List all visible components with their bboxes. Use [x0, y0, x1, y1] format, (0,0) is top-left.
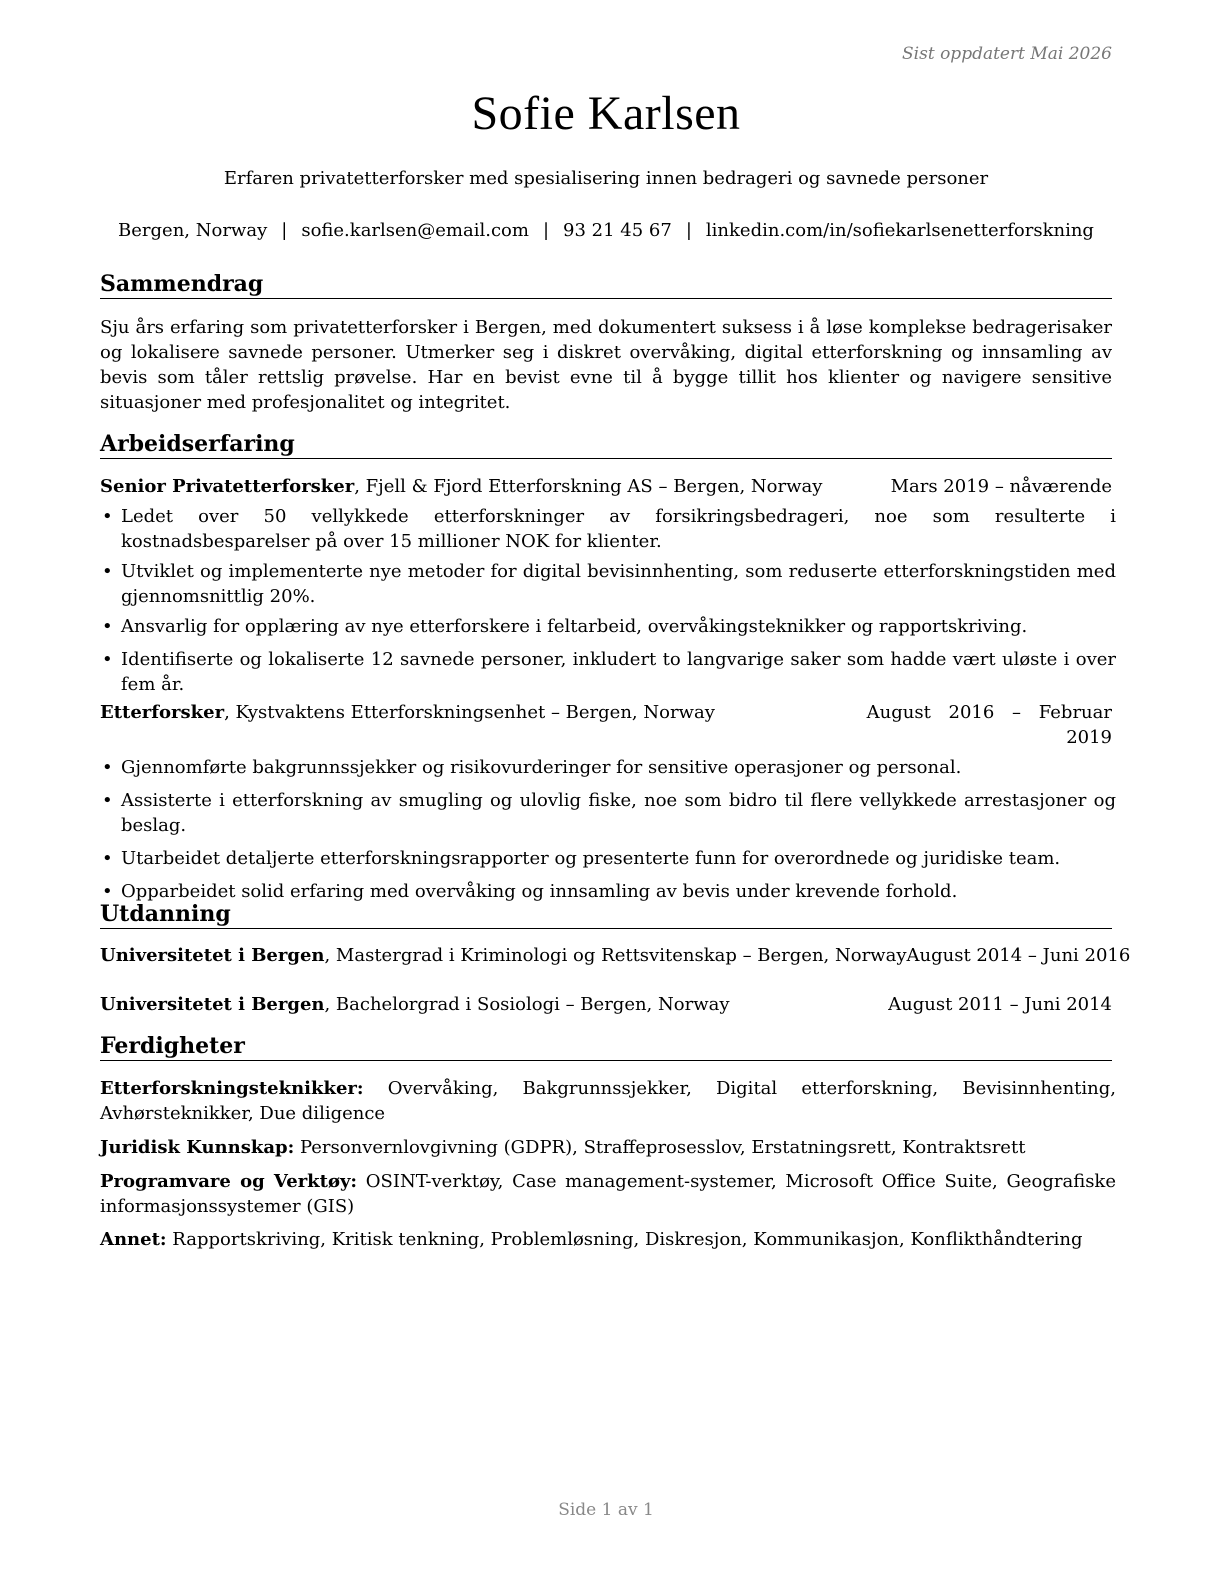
skill-group — [100, 1227, 1116, 1252]
job-role: Senior Privatetterforsker — [100, 476, 355, 497]
job-bullets — [100, 504, 1116, 697]
job-bullets — [100, 755, 1116, 904]
education-item — [100, 943, 1131, 968]
list-item: • Utviklet og implementerte nye metoder for digital bevisinnhenting, som reduserte etterforskningstiden med gjennomsnittlig 20%. — [100, 559, 1116, 609]
tagline: Erfaren privatetterforsker med spesialisering innen bedrageri og savnede personer — [223, 168, 989, 189]
list-item: • Utarbeidet detaljerte etterforskningsrapporter og presenterte funn for overordnede og juridiske team. — [100, 846, 1116, 871]
contact-location: Bergen, Norway — [118, 220, 268, 241]
summary-text: Sju års erfaring som privatetterforsker i Bergen, med dokumentert suksess i å løse komplekse bedragerisaker og lokalisere savnede personer. Utmerker seg i diskret overvåking, digital etterforskning og innsamling av bevis som tåler rettslig prøvelse. Har en bevist evne til å bygge tillit hos klienter og navigere sensitive situasjoner med profesjonalitet og integritet. — [100, 317, 1112, 413]
skill-group — [100, 1076, 1116, 1126]
skill-text: Rapportskriving, Kritisk tenkning, Problemløsning, Diskresjon, Kommunikasjon, Konflikthåndtering — [172, 1229, 1083, 1250]
job-details: , Fjell & Fjord Etterforskning AS – Bergen, Norway — [354, 476, 823, 497]
list-item: • Identifiserte og lokaliserte 12 savnede personer, inkludert to langvarige saker som hadde vært uløste i over fem år. — [100, 647, 1116, 697]
section-title-skills: Ferdigheter — [100, 1033, 1112, 1061]
degree-details: , Mastergrad i Kriminologi og Rettsvitenskap – Bergen, Norway — [324, 945, 907, 966]
job-details: , Kystvaktens Etterforskningsenhet – Bergen, Norway — [224, 702, 715, 723]
contact-separator: | — [685, 220, 692, 241]
contact-separator: | — [542, 220, 550, 241]
skill-label: Annet: — [100, 1229, 167, 1250]
education-dates: August 2011 – Juni 2014 — [888, 994, 1112, 1015]
skill-text: OSINT-verktøy, Case management-systemer, Microsoft Office Suite, Geografiske informasjonssystemer (GIS) — [100, 1171, 1116, 1217]
skill-text: Personvernlovgivning (GDPR), Straffeprosesslov, Erstatningsrett, Kontraktsrett — [299, 1137, 1026, 1158]
school-name: Universitetet i Bergen — [100, 994, 325, 1015]
skill-label: Programvare og Verktøy: — [100, 1171, 358, 1192]
list-item: • Gjennomførte bakgrunnssjekker og risikovurderinger for sensitive operasjoner og personal. — [100, 755, 1116, 780]
contact-linkedin[interactable]: linkedin.com/in/sofiekarlsenetterforskning — [705, 220, 1094, 241]
contact-phone: 93 21 45 67 — [563, 220, 672, 241]
education-dates: August 2014 – Juni 2016 — [906, 945, 1131, 966]
last-updated: Sist oppdatert Mai 2026 — [902, 44, 1112, 64]
degree-details: , Bachelorgrad i Sosiologi – Bergen, Norway — [324, 994, 730, 1015]
contact-separator: | — [281, 220, 288, 241]
page-number: Side 1 av 1 — [558, 1500, 654, 1520]
candidate-name: Sofie Karlsen — [471, 87, 741, 140]
skill-text: Overvåking, Bakgrunnssjekker, Digital etterforskning, Bevisinnhenting, Avhørsteknikker, Due diligence — [100, 1078, 1116, 1124]
section-title-education: Utdanning — [100, 901, 1112, 929]
list-item: • Opparbeidet solid erfaring med overvåking og innsamling av bevis under krevende forhold. — [100, 879, 1116, 904]
skill-label: Juridisk Kunnskap: — [100, 1137, 295, 1158]
contact-line — [0, 220, 1212, 241]
list-item: • Assisterte i etterforskning av smugling og ulovlig fiske, noe som bidro til flere vellykkede arrestasjoner og beslag. — [100, 788, 1116, 838]
list-item: • Ledet over 50 vellykkede etterforskninger av forsikringsbedrageri, noe som resulterte i kostnadsbesparelser på over 15 millioner NOK for klienter. — [100, 504, 1116, 554]
skill-label: Etterforskningsteknikker: — [100, 1078, 364, 1099]
skill-group — [100, 1135, 1116, 1160]
section-title-experience: Arbeidserfaring — [100, 431, 1112, 459]
job-header — [100, 700, 1112, 750]
skill-group — [100, 1169, 1116, 1219]
contact-email[interactable]: sofie.karlsen@email.com — [301, 220, 529, 241]
section-title-summary: Sammendrag — [100, 271, 1112, 299]
school-name: Universitetet i Bergen — [100, 945, 325, 966]
list-item: • Ansvarlig for opplæring av nye etterforskere i feltarbeid, overvåkingsteknikker og rapportskriving. — [100, 614, 1116, 639]
job-header — [100, 474, 1112, 499]
job-dates: Mars 2019 – nåværende — [890, 476, 1112, 497]
education-item — [100, 992, 1112, 1017]
job-dates: August 2016 – Februar 2019 — [866, 702, 1112, 748]
job-role: Etterforsker — [100, 702, 225, 723]
